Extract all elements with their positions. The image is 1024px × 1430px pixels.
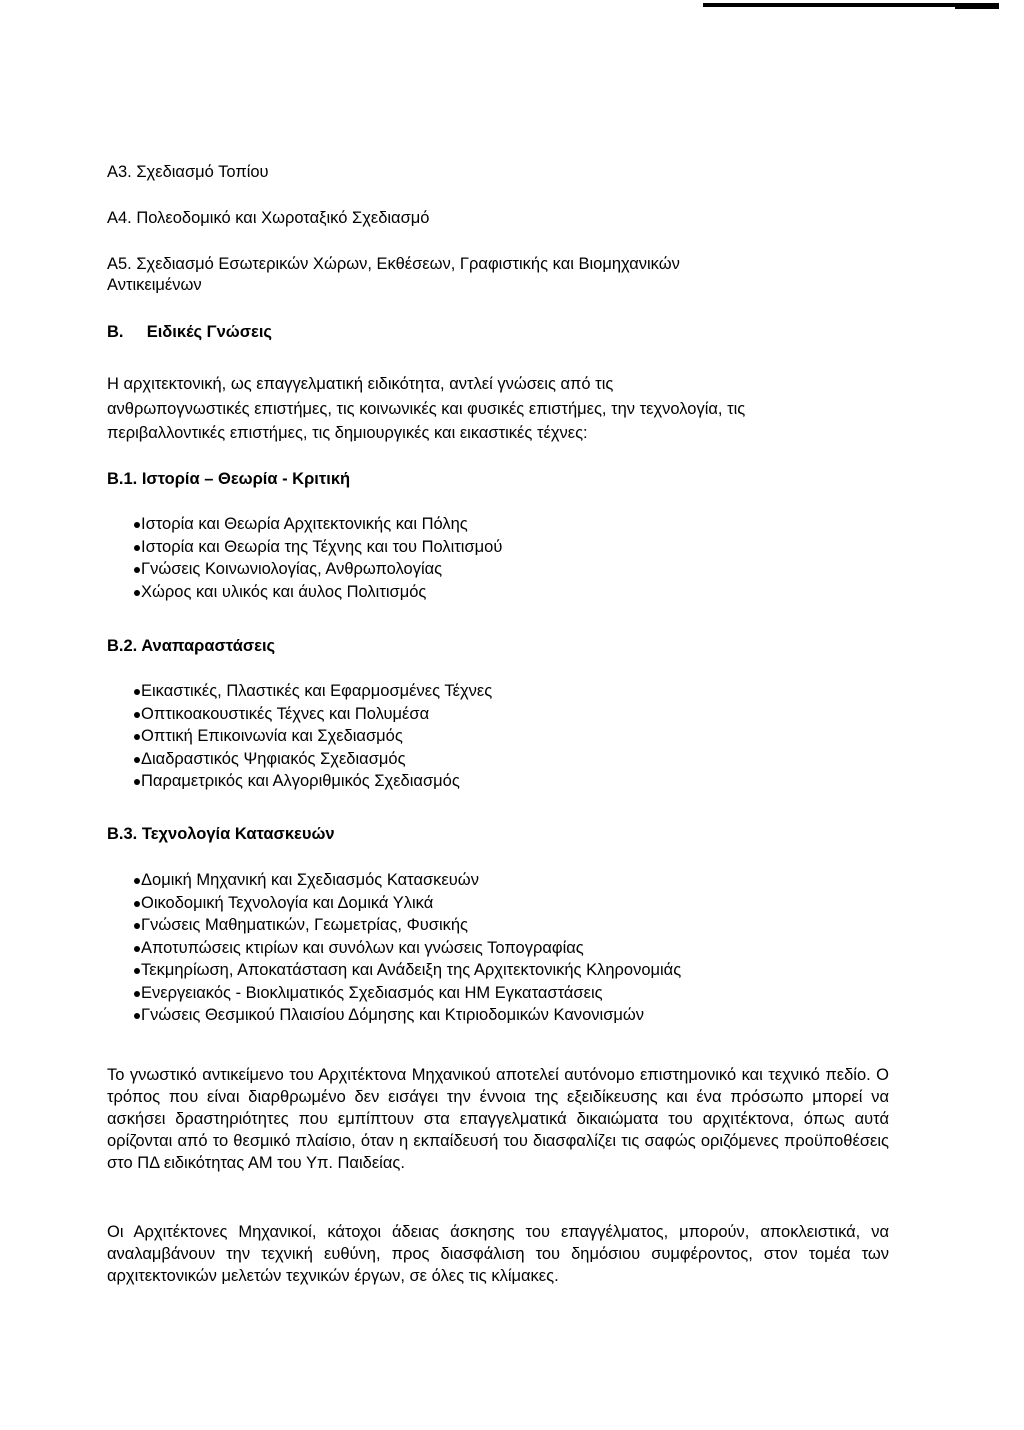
list-item: Δομική Μηχανική και Σχεδιασμός Κατασκευών xyxy=(107,869,681,892)
item-a4: Α4. Πολεοδομικό και Χωροταξικό Σχεδιασμό xyxy=(107,209,430,227)
bullet-icon xyxy=(134,779,140,785)
list-item: Γνώσεις Κοινωνιολογίας, Ανθρωπολογίας xyxy=(107,558,502,581)
bullet-icon xyxy=(134,923,140,929)
list-item: Ιστορία και Θεωρία Αρχιτεκτονικής και Πόλης xyxy=(107,513,502,536)
bullet-icon xyxy=(134,901,140,907)
subsection-b3-list xyxy=(107,869,681,1027)
subsection-b2-list xyxy=(107,680,492,793)
section-b-title: Ειδικές Γνώσεις xyxy=(146,323,272,341)
bullet-icon xyxy=(134,522,140,528)
intro-line-3: περιβαλλοντικές επιστήμες, τις δημιουργικές και εικαστικές τέχνες: xyxy=(107,424,588,442)
list-item: Παραμετρικός και Αλγοριθμικός Σχεδιασμός xyxy=(107,770,492,793)
bullet-icon xyxy=(134,734,140,740)
bullet-icon xyxy=(134,545,140,551)
list-item: Ιστορία και Θεωρία της Τέχνης και του Πολιτισμού xyxy=(107,536,502,559)
subsection-b1-list xyxy=(107,513,502,603)
bullet-icon xyxy=(134,991,140,997)
subsection-b3-title: Β.3. Τεχνολογία Κατασκευών xyxy=(107,825,335,843)
list-item: Οικοδομική Τεχνολογία και Δομικά Υλικά xyxy=(107,892,681,915)
list-item: Γνώσεις Μαθηματικών, Γεωμετρίας, Φυσικής xyxy=(107,914,681,937)
list-item: Γνώσεις Θεσμικού Πλαισίου Δόμησης και Κτιριοδομικών Κανονισμών xyxy=(107,1004,681,1027)
bullet-icon xyxy=(134,712,140,718)
bullet-icon xyxy=(134,757,140,763)
paragraph-2: Οι Αρχιτέκτονες Μηχανικοί, κάτοχοι άδειας άσκησης του επαγγέλματος, μπορούν, αποκλειστικά, να αναλαμβάνουν την τεχνική ευθύνη, προς διασφάλιση του δημόσιου συμφέροντος, στον τομέα των αρχιτεκτονικών μελετών τεχνικών έργων, σε όλες τις κλίμακες. xyxy=(107,1223,889,1285)
bullet-icon xyxy=(134,567,140,573)
intro-line-1: Η αρχιτεκτονική, ως επαγγελματική ειδικότητα, αντλεί γνώσεις από τις xyxy=(107,375,614,393)
list-item: Αποτυπώσεις κτιρίων και συνόλων και γνώσεις Τοπογραφίας xyxy=(107,937,681,960)
bullet-icon xyxy=(134,1013,140,1019)
bullet-icon xyxy=(134,968,140,974)
paragraph-1: Το γνωστικό αντικείμενο του Αρχιτέκτονα Μηχανικού αποτελεί αυτόνομο επιστημονικό και τεχνικό πεδίο. Ο τρόπος που είναι διαρθρωμένο δεν εισάγει την έννοια της εξειδίκευσης και ένα πρόσωπο μπορεί να ασκήσει δραστηριότητες που εμπίπτουν στα επαγγελματικά δικαιώματα του αρχιτέκτονα, όπως αυτά ορίζονται από το θεσμικό πλαίσιο, όταν η εκπαίδευσή του διασφαλίζει τις σαφώς οριζόμενες προϋποθέσεις στο ΠΔ ειδικότητας ΑΜ του Υπ. Παιδείας. xyxy=(107,1066,889,1172)
list-item: Εικαστικές, Πλαστικές και Εφαρμοσμένες Τέχνες xyxy=(107,680,492,703)
intro-line-2: ανθρωπογνωστικές επιστήμες, τις κοινωνικές και φυσικές επιστήμες, την τεχνολογία, τις xyxy=(107,400,746,418)
section-b-heading xyxy=(107,322,272,343)
bullet-icon xyxy=(134,878,140,884)
subsection-b1-title: Β.1. Ιστορία – Θεωρία - Κριτική xyxy=(107,470,351,488)
list-item: Οπτικοακουστικές Τέχνες και Πολυμέσα xyxy=(107,703,492,726)
list-item: Οπτική Επικοινωνία και Σχεδιασμός xyxy=(107,725,492,748)
list-item: Ενεργειακός - Βιοκλιματικός Σχεδιασμός και ΗΜ Εγκαταστάσεις xyxy=(107,982,681,1005)
bullet-icon xyxy=(134,689,140,695)
list-item: Χώρος και υλικός και άυλος Πολιτισμός xyxy=(107,581,502,604)
item-a5-continued: Αντικειμένων xyxy=(107,276,202,294)
section-b-prefix: Β. xyxy=(107,323,124,341)
item-a3: Α3. Σχεδιασμό Τοπίου xyxy=(107,163,269,181)
item-a5: Α5. Σχεδιασμό Εσωτερικών Χώρων, Εκθέσεων, Γραφιστικής και Βιομηχανικών xyxy=(107,255,680,273)
bullet-icon xyxy=(134,946,140,952)
subsection-b2-title: Β.2. Αναπαραστάσεις xyxy=(107,637,276,655)
bullet-icon xyxy=(134,590,140,596)
list-item: Διαδραστικός Ψηφιακός Σχεδιασμός xyxy=(107,748,492,771)
scan-edge-line xyxy=(703,3,999,7)
list-item: Τεκμηρίωση, Αποκατάσταση και Ανάδειξη της Αρχιτεκτονικής Κληρονομιάς xyxy=(107,959,681,982)
